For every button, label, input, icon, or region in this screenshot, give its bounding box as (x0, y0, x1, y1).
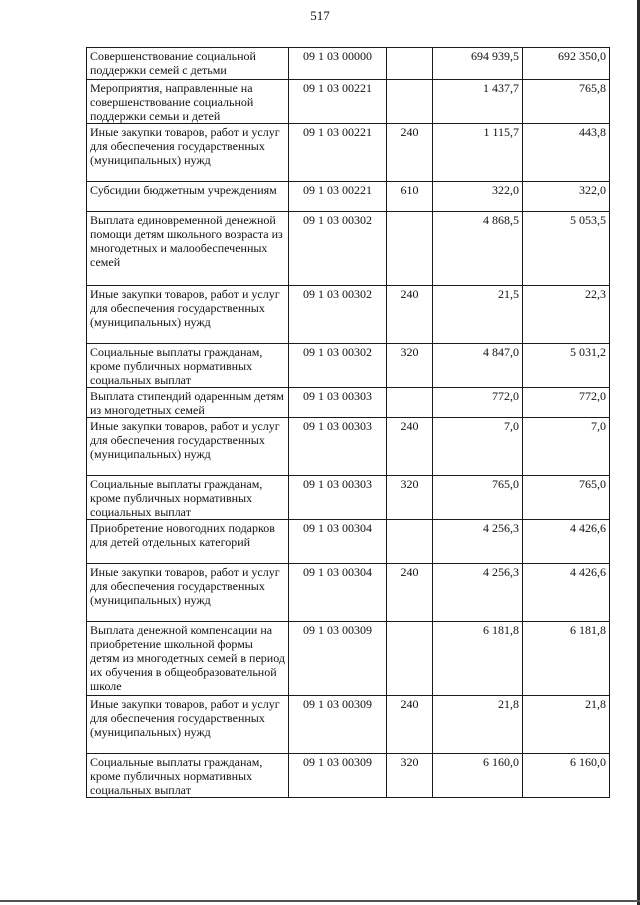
amount-year-1: 4 868,5 (433, 212, 523, 286)
amount-year-2: 6 160,0 (523, 754, 610, 798)
target-article-code: 09 1 03 00221 (289, 182, 387, 212)
table-row (87, 344, 610, 388)
expense-name: Выплата стипендий одаренным детям из многодетных семей (87, 388, 289, 418)
amount-year-1: 7,0 (433, 418, 523, 476)
target-article-code: 09 1 03 00303 (289, 476, 387, 520)
amount-year-2: 5 053,5 (523, 212, 610, 286)
amount-year-2: 4 426,6 (523, 520, 610, 564)
target-article-code: 09 1 03 00221 (289, 80, 387, 124)
amount-year-2: 22,3 (523, 286, 610, 344)
target-article-code: 09 1 03 00302 (289, 212, 387, 286)
table-row (87, 124, 610, 182)
target-article-code: 09 1 03 00304 (289, 520, 387, 564)
scan-bottom-edge (0, 900, 640, 902)
expense-type-code: 320 (387, 754, 433, 798)
expense-name: Выплата денежной компенсации на приобретение школьной формы детям из многодетных семей в период их обучения в общеобразовательной школе (87, 622, 289, 696)
expense-type-code: 240 (387, 286, 433, 344)
target-article-code: 09 1 03 00304 (289, 564, 387, 622)
expense-type-code (387, 212, 433, 286)
expense-name: Мероприятия, направленные на совершенствование социальной поддержки семьи и детей (87, 80, 289, 124)
amount-year-1: 4 847,0 (433, 344, 523, 388)
expense-type-code (387, 48, 433, 80)
table-row (87, 696, 610, 754)
amount-year-1: 4 256,3 (433, 564, 523, 622)
expense-type-code: 240 (387, 124, 433, 182)
expense-type-code (387, 520, 433, 564)
amount-year-1: 6 160,0 (433, 754, 523, 798)
amount-year-2: 443,8 (523, 124, 610, 182)
amount-year-2: 322,0 (523, 182, 610, 212)
table-row (87, 476, 610, 520)
budget-table (86, 47, 610, 798)
table-row (87, 286, 610, 344)
amount-year-1: 6 181,8 (433, 622, 523, 696)
expense-type-code: 320 (387, 476, 433, 520)
table-row (87, 182, 610, 212)
expense-name: Иные закупки товаров, работ и услуг для обеспечения государственных (муниципальных) нужд (87, 124, 289, 182)
expense-name: Субсидии бюджетным учреждениям (87, 182, 289, 212)
expense-type-code (387, 388, 433, 418)
table-row (87, 564, 610, 622)
amount-year-1: 21,8 (433, 696, 523, 754)
amount-year-2: 4 426,6 (523, 564, 610, 622)
table-row (87, 622, 610, 696)
amount-year-2: 6 181,8 (523, 622, 610, 696)
expense-name: Иные закупки товаров, работ и услуг для обеспечения государственных (муниципальных) нужд (87, 286, 289, 344)
expense-name: Выплата единовременной денежной помощи детям школьного возраста из многодетных и малообеспеченных семей (87, 212, 289, 286)
target-article-code: 09 1 03 00000 (289, 48, 387, 80)
amount-year-1: 765,0 (433, 476, 523, 520)
table-row (87, 80, 610, 124)
expense-name: Иные закупки товаров, работ и услуг для обеспечения государственных (муниципальных) нужд (87, 696, 289, 754)
expense-type-code: 240 (387, 418, 433, 476)
table-row (87, 418, 610, 476)
amount-year-1: 1 437,7 (433, 80, 523, 124)
amount-year-1: 4 256,3 (433, 520, 523, 564)
expense-name: Приобретение новогодних подарков для детей отдельных категорий (87, 520, 289, 564)
target-article-code: 09 1 03 00302 (289, 286, 387, 344)
amount-year-2: 765,8 (523, 80, 610, 124)
amount-year-2: 7,0 (523, 418, 610, 476)
table-row (87, 48, 610, 80)
page-number: 517 (310, 8, 330, 23)
amount-year-1: 772,0 (433, 388, 523, 418)
amount-year-2: 21,8 (523, 696, 610, 754)
amount-year-2: 772,0 (523, 388, 610, 418)
expense-name: Социальные выплаты гражданам, кроме публичных нормативных социальных выплат (87, 344, 289, 388)
expense-type-code (387, 622, 433, 696)
expense-name: Социальные выплаты гражданам, кроме публичных нормативных социальных выплат (87, 754, 289, 798)
expense-type-code: 320 (387, 344, 433, 388)
target-article-code: 09 1 03 00302 (289, 344, 387, 388)
expense-name: Иные закупки товаров, работ и услуг для обеспечения государственных (муниципальных) нужд (87, 564, 289, 622)
target-article-code: 09 1 03 00309 (289, 754, 387, 798)
expense-type-code: 610 (387, 182, 433, 212)
amount-year-1: 1 115,7 (433, 124, 523, 182)
table-row (87, 754, 610, 798)
target-article-code: 09 1 03 00309 (289, 622, 387, 696)
table-row (87, 520, 610, 564)
amount-year-2: 5 031,2 (523, 344, 610, 388)
target-article-code: 09 1 03 00309 (289, 696, 387, 754)
amount-year-2: 692 350,0 (523, 48, 610, 80)
expense-type-code (387, 80, 433, 124)
expense-name: Иные закупки товаров, работ и услуг для обеспечения государственных (муниципальных) нужд (87, 418, 289, 476)
target-article-code: 09 1 03 00303 (289, 388, 387, 418)
amount-year-1: 21,5 (433, 286, 523, 344)
expense-name: Совершенствование социальной поддержки семей с детьми (87, 48, 289, 80)
amount-year-2: 765,0 (523, 476, 610, 520)
table-row (87, 388, 610, 418)
amount-year-1: 322,0 (433, 182, 523, 212)
target-article-code: 09 1 03 00221 (289, 124, 387, 182)
target-article-code: 09 1 03 00303 (289, 418, 387, 476)
amount-year-1: 694 939,5 (433, 48, 523, 80)
expense-type-code: 240 (387, 696, 433, 754)
expense-type-code: 240 (387, 564, 433, 622)
table-row (87, 212, 610, 286)
expense-name: Социальные выплаты гражданам, кроме публичных нормативных социальных выплат (87, 476, 289, 520)
